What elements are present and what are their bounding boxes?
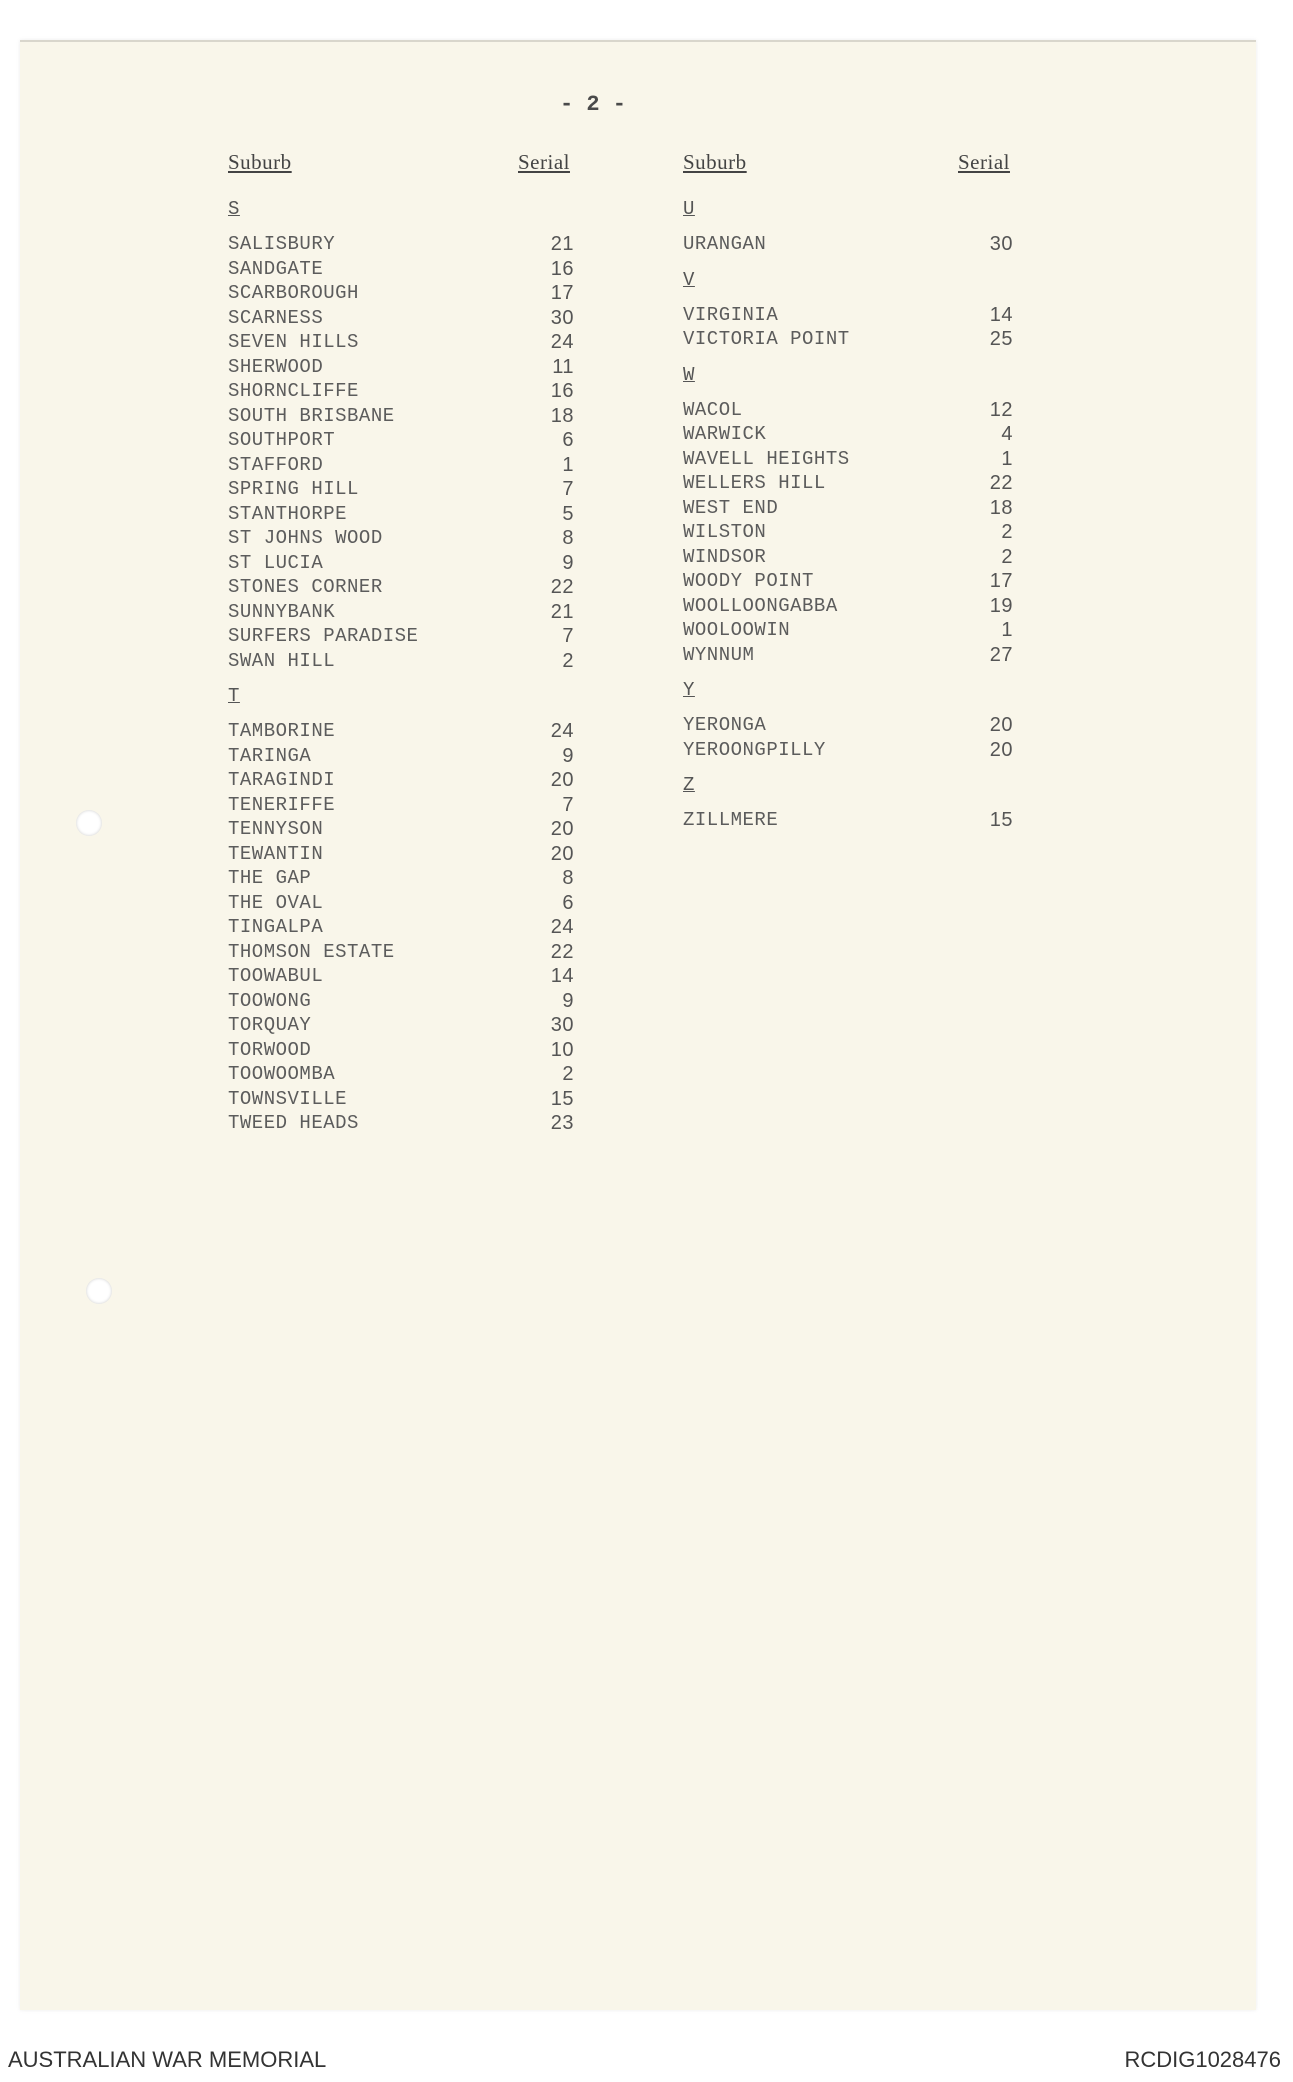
list-item: [228, 817, 628, 842]
suburb-name: ZILLMERE: [683, 809, 779, 831]
list-item: [683, 422, 1063, 447]
right-header-row: [683, 150, 1063, 190]
suburb-name: WACOL: [683, 398, 743, 421]
section-letter: Y: [683, 679, 695, 701]
list-item: [683, 327, 1063, 352]
suburb-name: TORQUAY: [228, 1014, 312, 1036]
list-item: [683, 713, 1063, 738]
serial-number: 17: [550, 282, 574, 304]
list-item: [228, 428, 628, 453]
suburb-name: TOOWONG: [228, 989, 312, 1012]
list-item: [683, 808, 1063, 833]
serial-number: 16: [550, 380, 574, 402]
suburb-name: SURFERS PARADISE: [228, 625, 419, 647]
list-item: [228, 1038, 628, 1063]
suburb-name: WOOLOOWIN: [683, 619, 791, 641]
suburb-name: SCARNESS: [228, 306, 324, 329]
list-item: [228, 600, 628, 625]
serial-number: 6: [562, 891, 574, 914]
list-item: [228, 842, 628, 867]
list-item: [228, 232, 628, 257]
suburb-name: TARAGINDI: [228, 769, 336, 791]
list-item: [228, 891, 628, 916]
suburb-name: SANDGATE: [228, 257, 324, 280]
list-item: [228, 719, 628, 744]
document-sheet: [20, 40, 1256, 2010]
serial-header: Serial: [958, 150, 1010, 174]
serial-number: 21: [550, 600, 574, 623]
serial-number: 15: [550, 1087, 574, 1110]
serial-number: 1: [562, 453, 574, 476]
left-column-body: [228, 196, 628, 1136]
suburb-name: THE GAP: [228, 867, 312, 889]
suburb-name: WILSTON: [683, 521, 767, 543]
list-item: [228, 940, 628, 965]
suburb-name: SPRING HILL: [228, 478, 359, 500]
list-item: [228, 989, 628, 1014]
letter-group: [683, 772, 1063, 833]
list-item: [683, 738, 1063, 763]
suburb-name: STAFFORD: [228, 453, 324, 476]
suburb-name: STONES CORNER: [228, 576, 383, 598]
list-item: [683, 594, 1063, 619]
serial-number: 20: [550, 769, 574, 791]
serial-number: 7: [562, 793, 574, 816]
suburb-name: WINDSOR: [683, 545, 767, 568]
list-item: [683, 545, 1063, 570]
suburb-name: WELLERS HILL: [683, 472, 826, 494]
letter-group: [683, 196, 1063, 257]
suburb-name: YERONGA: [683, 714, 767, 736]
letter-group: [683, 267, 1063, 352]
list-item: [228, 330, 628, 355]
serial-number: 23: [550, 1112, 574, 1134]
suburb-name: TOOWABUL: [228, 965, 324, 987]
left-header-row: [228, 150, 628, 190]
suburb-name: SOUTH BRISBANE: [228, 404, 395, 427]
list-item: [228, 453, 628, 478]
serial-number: 21: [550, 233, 574, 255]
serial-number: 17: [989, 570, 1013, 592]
serial-number: 2: [1001, 521, 1013, 543]
suburb-name: TENNYSON: [228, 818, 324, 840]
serial-number: 8: [562, 527, 574, 549]
section-letter: U: [683, 198, 695, 220]
serial-number: 16: [550, 257, 574, 280]
suburb-name: WOOLLOONGABBA: [683, 594, 838, 617]
list-item: [683, 618, 1063, 643]
serial-number: 20: [989, 738, 1013, 761]
suburb-name: SEVEN HILLS: [228, 331, 359, 353]
suburb-name: THOMSON ESTATE: [228, 940, 395, 963]
list-item: [228, 575, 628, 600]
right-column-body: [683, 196, 1063, 833]
suburb-name: VIRGINIA: [683, 303, 779, 326]
list-item: [228, 624, 628, 649]
suburb-name: SHORNCLIFFE: [228, 380, 359, 402]
list-item: [228, 964, 628, 989]
serial-number: 14: [989, 303, 1013, 326]
section-letter: S: [228, 198, 240, 220]
list-item: [228, 915, 628, 940]
suburb-name: WEST END: [683, 496, 779, 519]
list-item: [228, 355, 628, 380]
footer-institution: AUSTRALIAN WAR MEMORIAL: [8, 2047, 327, 2072]
list-item: [228, 768, 628, 793]
serial-number: 20: [550, 842, 574, 865]
serial-number: 20: [550, 818, 574, 840]
serial-number: 22: [550, 940, 574, 963]
list-item: [228, 1111, 628, 1136]
suburb-name: ST JOHNS WOOD: [228, 527, 383, 549]
serial-number: 1: [1001, 619, 1013, 641]
letter-group: [683, 362, 1063, 668]
suburb-name: TENERIFFE: [228, 793, 336, 816]
list-item: [228, 744, 628, 769]
list-item: [228, 866, 628, 891]
list-item: [683, 303, 1063, 328]
list-item: [228, 502, 628, 527]
list-item: [228, 649, 628, 674]
list-item: [228, 257, 628, 282]
punch-hole-lower: [86, 1278, 112, 1304]
serial-number: 15: [989, 809, 1013, 831]
serial-header: Serial: [518, 150, 570, 174]
serial-number: 10: [550, 1038, 574, 1061]
serial-number: 30: [989, 233, 1013, 255]
suburb-name: SALISBURY: [228, 233, 336, 255]
letter-group: [228, 196, 628, 673]
section-letter: Z: [683, 774, 695, 796]
left-column: [228, 150, 628, 1146]
suburb-name: SUNNYBANK: [228, 600, 336, 623]
suburb-name: TORWOOD: [228, 1038, 312, 1061]
serial-number: 24: [550, 720, 574, 742]
serial-number: 22: [550, 576, 574, 598]
suburb-name: SOUTHPORT: [228, 429, 336, 451]
serial-number: 12: [989, 398, 1013, 421]
serial-number: 4: [1001, 423, 1013, 445]
serial-number: 27: [989, 643, 1013, 666]
list-item: [683, 569, 1063, 594]
suburb-name: TOWNSVILLE: [228, 1087, 348, 1110]
serial-number: 30: [550, 306, 574, 329]
list-item: [683, 496, 1063, 521]
footer-record-id: RCDIG1028476: [1124, 2047, 1281, 2072]
list-item: [228, 281, 628, 306]
serial-number: 24: [550, 916, 574, 938]
suburb-name: URANGAN: [683, 233, 767, 255]
list-item: [683, 232, 1063, 257]
suburb-name: TARINGA: [228, 744, 312, 767]
suburb-name: ST LUCIA: [228, 551, 324, 574]
list-item: [228, 1062, 628, 1087]
serial-number: 30: [550, 1014, 574, 1036]
suburb-name: YEROONGPILLY: [683, 738, 826, 761]
suburb-name: THE OVAL: [228, 891, 324, 914]
suburb-header: Suburb: [683, 150, 747, 174]
serial-number: 7: [562, 625, 574, 647]
page-number: - 2 -: [560, 92, 627, 117]
serial-number: 9: [562, 989, 574, 1012]
serial-number: 14: [550, 965, 574, 987]
suburb-name: TOOWOOMBA: [228, 1063, 336, 1085]
list-item: [228, 793, 628, 818]
suburb-name: WARWICK: [683, 423, 767, 445]
serial-number: 9: [562, 551, 574, 574]
section-letter: W: [683, 363, 695, 386]
suburb-name: SHERWOOD: [228, 355, 324, 378]
suburb-header: Suburb: [228, 150, 292, 174]
serial-number: 20: [989, 714, 1013, 736]
list-item: [683, 471, 1063, 496]
serial-number: 2: [562, 1063, 574, 1085]
suburb-name: TWEED HEADS: [228, 1112, 359, 1134]
suburb-name: VICTORIA POINT: [683, 328, 850, 350]
suburb-name: WYNNUM: [683, 643, 755, 666]
section-letter: V: [683, 268, 695, 291]
list-item: [683, 520, 1063, 545]
section-letter: T: [228, 685, 240, 707]
list-item: [228, 404, 628, 429]
serial-number: 9: [562, 744, 574, 767]
right-column: [683, 150, 1063, 843]
letter-group: [228, 683, 628, 1136]
serial-number: 7: [562, 478, 574, 500]
list-item: [228, 1013, 628, 1038]
suburb-name: STANTHORPE: [228, 502, 348, 525]
list-item: [228, 526, 628, 551]
suburb-name: WAVELL HEIGHTS: [683, 447, 850, 470]
list-item: [683, 447, 1063, 472]
serial-number: 2: [562, 649, 574, 672]
suburb-name: TINGALPA: [228, 916, 324, 938]
suburb-name: TEWANTIN: [228, 842, 324, 865]
serial-number: 18: [989, 496, 1013, 519]
serial-number: 1: [1001, 447, 1013, 470]
serial-number: 18: [550, 404, 574, 427]
letter-group: [683, 677, 1063, 762]
suburb-name: TAMBORINE: [228, 720, 336, 742]
serial-number: 2: [1001, 545, 1013, 568]
list-item: [683, 398, 1063, 423]
list-item: [683, 643, 1063, 668]
list-item: [228, 477, 628, 502]
list-item: [228, 551, 628, 576]
punch-hole-upper: [76, 810, 102, 836]
suburb-name: SWAN HILL: [228, 649, 336, 672]
serial-number: 25: [989, 328, 1013, 350]
serial-number: 8: [562, 867, 574, 889]
suburb-name: WOODY POINT: [683, 570, 814, 592]
list-item: [228, 1087, 628, 1112]
serial-number: 22: [989, 472, 1013, 494]
list-item: [228, 306, 628, 331]
list-item: [228, 379, 628, 404]
serial-number: 19: [989, 594, 1013, 617]
serial-number: 5: [562, 502, 574, 525]
serial-number: 6: [562, 429, 574, 451]
suburb-name: SCARBOROUGH: [228, 282, 359, 304]
serial-number: 11: [552, 355, 574, 378]
serial-number: 24: [550, 331, 574, 353]
